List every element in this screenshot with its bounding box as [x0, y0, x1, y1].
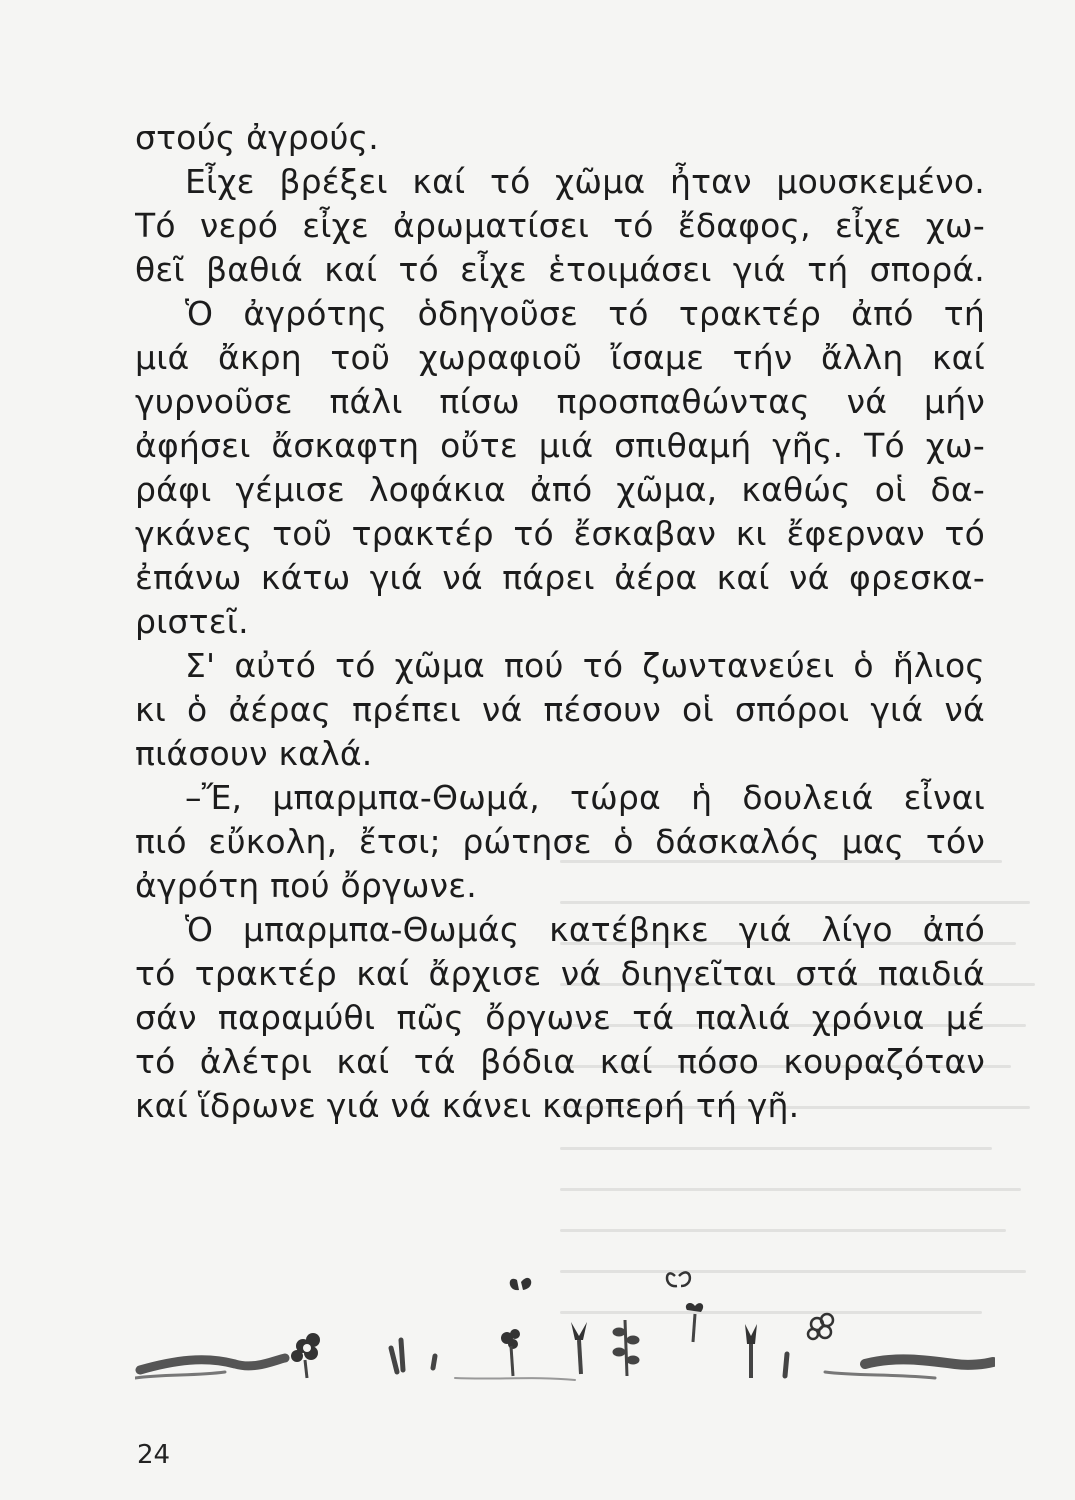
text-line: ράφι γέμισε λοφάκια ἀπό χῶμα, καθώς οἱ δα-: [135, 470, 985, 509]
butterfly-icon: [510, 1278, 532, 1290]
grass-tuft-icon: [391, 1340, 435, 1372]
tulip-icon: [571, 1322, 587, 1374]
text-line: κι ὁ ἀέρας πρέπει νά πέσουν οἱ σπόροι γιά νά: [135, 690, 985, 729]
text-line: –Ἔ, μπαρμπα-Θωμά, τώρα ἡ δουλειά εἶναι: [185, 778, 985, 817]
text-line: ἐπάνω κάτω γιά νά πάρει ἀέρα καί νά φρεσκα-: [135, 558, 985, 597]
text-line: ἀφήσει ἄσκαφτη οὔτε μιά σπιθαμή γῆς. Τό χω-: [135, 426, 985, 465]
grass-stroke: [140, 1358, 285, 1370]
text-line: Τό νερό εἶχε ἀρωματίσει τό ἔδαφος, εἶχε χω-: [135, 206, 985, 245]
text-line: πιάσουν καλά.: [135, 734, 373, 773]
text-line: μιά ἄκρη τοῦ χωραφιοῦ ἴσαμε τήν ἄλλη καί: [135, 338, 985, 377]
grass-stroke: [455, 1378, 575, 1380]
flower-icon: [808, 1314, 833, 1339]
text-line: γκάνες τοῦ τρακτέρ τό ἔσκαβαν κι ἔφερναν τό: [135, 514, 985, 553]
grass-stroke: [825, 1372, 935, 1378]
text-line: ριστεῖ.: [135, 602, 249, 641]
text-line: Ὁ ἀγρότης ὁδηγοῦσε τό τρακτέρ ἀπό τή: [185, 294, 985, 333]
text-line: Εἶχε βρέξει καί τό χῶμα ἦταν μουσκεμένο.: [185, 162, 985, 201]
flowers-and-grass-illustration: [135, 1260, 995, 1400]
grass-stroke: [135, 1372, 225, 1378]
leafy-stem-icon: [614, 1320, 638, 1376]
text-line: γυρνοῦσε πάλι πίσω προσπαθώντας νά μήν: [135, 382, 985, 421]
text-line: πιό εὔκολη, ἔτσι; ρώτησε ὁ δάσκαλός μας τόν: [135, 822, 985, 861]
text-line: θεῖ βαθιά καί τό εἶχε ἑτοιμάσει γιά τή σπορά.: [135, 250, 985, 289]
text-line: καί ἵδρωνε γιά νά κάνει καρπερή τή γῆ.: [135, 1086, 800, 1125]
text-line: τό ἀλέτρι καί τά βόδια καί πόσο κουραζόταν: [135, 1042, 985, 1081]
text-line: σάν παραμύθι πῶς ὄργωνε τά παλιά χρόνια μέ: [135, 998, 985, 1037]
body-text: [135, 116, 985, 1128]
flower-icon: [501, 1329, 520, 1376]
grass-stroke: [865, 1359, 993, 1364]
text-line: τό τρακτέρ καί ἄρχισε νά διηγεῖται στά παιδιά: [135, 954, 985, 993]
text-line: ἀγρότη πού ὄργωνε.: [135, 866, 477, 905]
text-line: στούς ἀγρούς.: [135, 118, 379, 157]
flower-icon: [291, 1333, 320, 1378]
butterfly-icon: [667, 1272, 690, 1286]
page-number: 24: [137, 1440, 171, 1470]
tulip-icon: [745, 1324, 757, 1378]
text-line: Ὁ μπαρμπα-Θωμάς κατέβηκε γιά λίγο ἀπό: [185, 910, 985, 949]
flower-icon: [686, 1303, 703, 1342]
grass-tuft-icon: [785, 1354, 787, 1376]
text-line: Σ' αὐτό τό χῶμα πού τό ζωντανεύει ὁ ἥλιος: [185, 646, 985, 685]
